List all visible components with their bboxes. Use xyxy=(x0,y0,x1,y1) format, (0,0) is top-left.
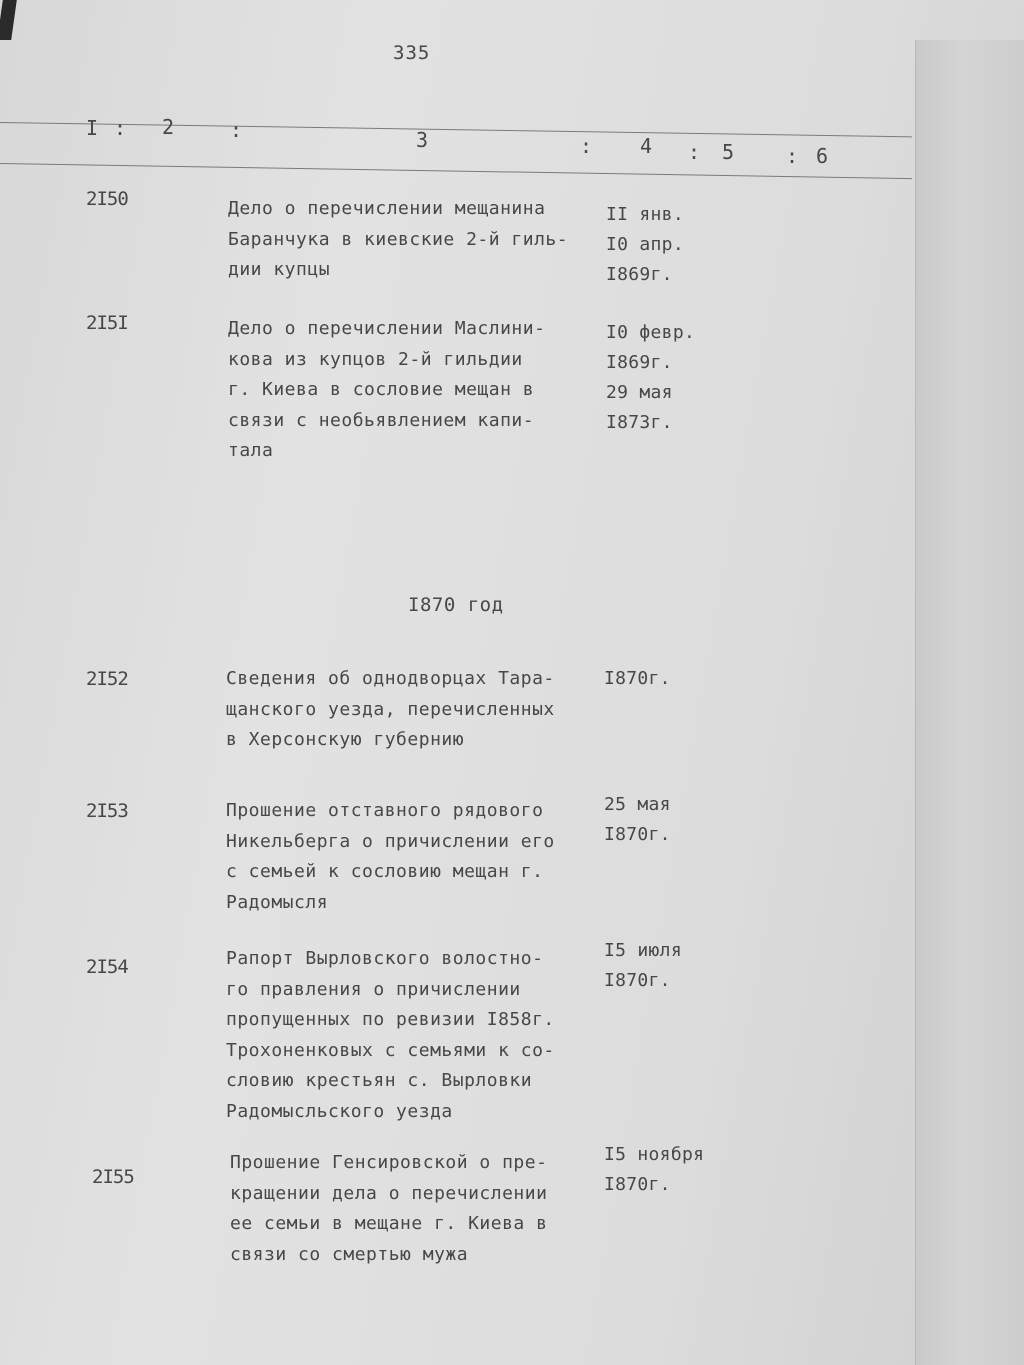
entry-number: 2I55 xyxy=(92,1166,134,1188)
entry-number: 2I5I xyxy=(86,312,128,334)
entry-number: 2I50 xyxy=(86,188,128,210)
corner-mark xyxy=(0,0,17,40)
column-header-5: 5 xyxy=(722,140,735,164)
entry-dates: II янв. I0 апр. I869г. xyxy=(606,204,684,285)
entry-number: 2I52 xyxy=(86,668,128,690)
entry-dates: I870г. xyxy=(604,668,671,689)
column-separator: : xyxy=(786,144,799,168)
page-edge xyxy=(915,40,1024,1365)
entry-description: Дело о перечислении мещанина Баранчука в киевские 2-й гиль- дии купцы xyxy=(228,198,569,280)
entry-description: Прошение Генсировской о пре- кращении дела о перечислении ее семьи в мещане г. Киева в связи со смертью мужа xyxy=(230,1152,548,1265)
column-header-4: 4 xyxy=(640,134,653,158)
entry-dates: I5 июля I870г. xyxy=(604,940,682,991)
entry-description: Прошение отставного рядового Никельберга о причислении его с семьей к сословию мещан г. Радомысля xyxy=(226,800,555,913)
column-separator: : xyxy=(114,116,127,140)
column-separator: : xyxy=(580,134,593,158)
entry-dates: I5 ноября I870г. xyxy=(604,1144,705,1195)
page-number: 335 xyxy=(393,42,431,64)
column-header-2: 2 xyxy=(162,115,175,139)
entry-number: 2I54 xyxy=(86,956,128,978)
column-separator: : xyxy=(230,118,243,142)
entry-dates: I0 февр. I869г. 29 мая I873г. xyxy=(606,322,696,433)
entry-number: 2I53 xyxy=(86,800,128,822)
column-header-1: I xyxy=(86,116,99,140)
header-rule-bottom xyxy=(0,163,912,179)
header-rule-top xyxy=(0,122,912,137)
entry-description: Рапорт Вырловского волостно- го правления о причислении пропущенных по ревизии I858г. Трохоненковых с семьями к со- словию крестьян с. Вырловки Радомысльского уезда xyxy=(226,948,555,1122)
entry-description: Сведения об однодворцах Тара- щанского уезда, перечисленных в Херсонскую губернию xyxy=(226,668,555,750)
entry-dates: 25 мая I870г. xyxy=(604,794,671,845)
column-header-6: 6 xyxy=(816,144,829,168)
year-heading: I870 год xyxy=(408,594,504,616)
column-separator: : xyxy=(688,140,701,164)
column-header-3: 3 xyxy=(416,128,429,152)
entry-description: Дело о перечислении Маслини- кова из купцов 2-й гильдии г. Киева в сословие мещан в связи с необьявлением капи- тала xyxy=(228,318,546,461)
